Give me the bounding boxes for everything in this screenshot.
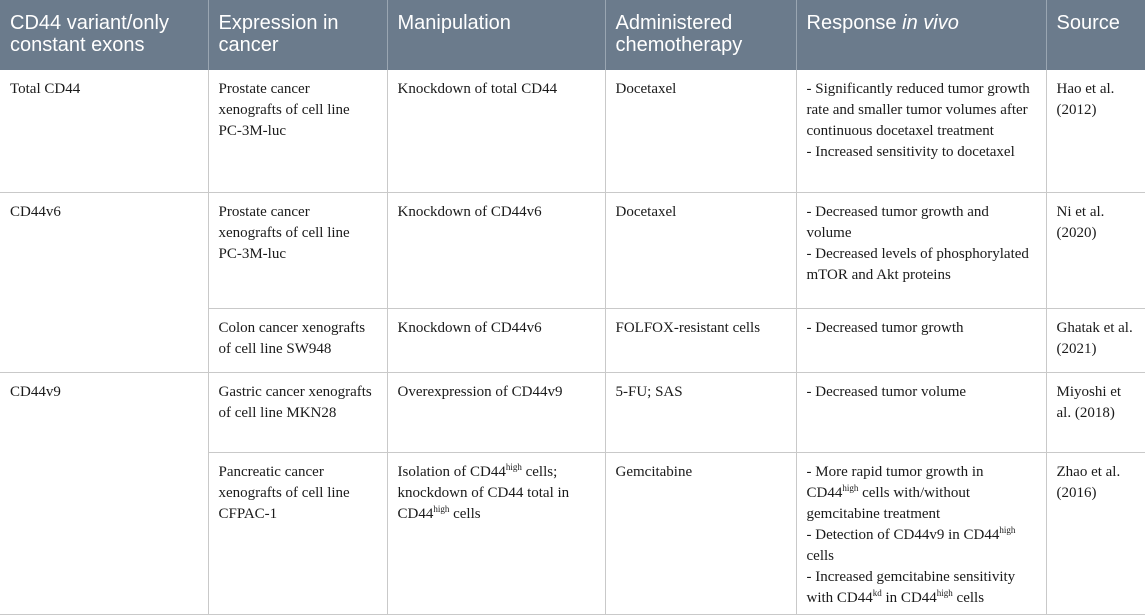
cell-chemotherapy: 5-FU; SAS bbox=[605, 372, 796, 452]
table-row bbox=[0, 70, 1145, 192]
header-response-em: in vivo bbox=[902, 12, 959, 34]
cell-chemotherapy: Docetaxel bbox=[605, 192, 796, 308]
cell-source: Miyoshi et al. (2018) bbox=[1046, 372, 1145, 452]
response-text: cells bbox=[806, 547, 834, 564]
manip-text: cells bbox=[449, 505, 481, 522]
response-text: cells with/without gemcitabine treatment bbox=[806, 484, 971, 522]
superscript: high bbox=[936, 587, 953, 598]
response-line bbox=[807, 462, 1036, 525]
response-line bbox=[807, 567, 1036, 609]
cell-response bbox=[796, 372, 1046, 452]
manip-text: cells; knockdown of CD44 total in CD44 bbox=[397, 463, 570, 522]
header-variant: CD44 variant/only constant exons bbox=[0, 0, 208, 70]
response-text: - Detection of CD44v9 in CD44 bbox=[806, 526, 1000, 543]
cell-chemotherapy: FOLFOX-resistant cells bbox=[605, 308, 796, 372]
table-row bbox=[0, 372, 1145, 452]
cell-response bbox=[796, 192, 1046, 308]
header-response-text: Response bbox=[806, 12, 903, 34]
cell-chemotherapy: Gemcitabine bbox=[605, 452, 796, 614]
header-source: Source bbox=[1056, 12, 1120, 34]
cell-manipulation: Knockdown of CD44v6 bbox=[387, 308, 605, 372]
cell-expression: Prostate cancer xenografts of cell line PC-3M-luc bbox=[208, 192, 387, 308]
cell-chemotherapy: Docetaxel bbox=[605, 70, 796, 192]
table-row bbox=[0, 192, 1145, 308]
header-expression: Expression in cancer bbox=[208, 0, 387, 70]
superscript: high bbox=[505, 461, 522, 472]
cell-variant: CD44v9 bbox=[0, 372, 208, 614]
cell-source: Hao et al. (2012) bbox=[1046, 70, 1145, 192]
response-line: - Decreased tumor volume bbox=[806, 383, 967, 400]
header-response bbox=[796, 0, 1046, 70]
cell-expression: Pancreatic cancer xenografts of cell line CFPAC-1 bbox=[208, 452, 387, 614]
cell-expression: Prostate cancer xenografts of cell line PC-3M-luc bbox=[208, 70, 387, 192]
cell-manipulation: Overexpression of CD44v9 bbox=[387, 372, 605, 452]
response-text: cells bbox=[952, 589, 985, 606]
superscript: high bbox=[999, 524, 1016, 535]
response-line bbox=[807, 525, 1036, 567]
table-header bbox=[0, 0, 1145, 70]
response-line: - Decreased tumor growth and volume bbox=[806, 203, 989, 241]
superscript: high bbox=[433, 503, 450, 514]
cell-source: Ghatak et al. (2021) bbox=[1046, 308, 1145, 372]
cell-manipulation: Knockdown of CD44v6 bbox=[387, 192, 605, 308]
cell-expression: Colon cancer xenografts of cell line SW948 bbox=[208, 308, 387, 372]
response-text: - More rapid tumor growth in CD44 bbox=[806, 463, 984, 501]
response-line: - Increased sensitivity to docetaxel bbox=[806, 144, 1015, 160]
manip-text: Isolation of CD44 bbox=[397, 463, 506, 480]
cell-manipulation bbox=[387, 452, 605, 614]
cell-expression: Gastric cancer xenografts of cell line MKN28 bbox=[208, 372, 387, 452]
cell-variant: CD44v6 bbox=[0, 192, 208, 372]
response-line: - Decreased tumor growth bbox=[806, 319, 964, 336]
header-chemotherapy: Administered chemotherapy bbox=[605, 0, 796, 70]
cell-source: Ni et al. (2020) bbox=[1046, 192, 1145, 308]
response-text: in CD44 bbox=[881, 589, 937, 606]
cell-source: Zhao et al. (2016) bbox=[1046, 452, 1145, 614]
superscript: kd bbox=[872, 587, 882, 598]
header-row bbox=[0, 0, 1145, 70]
response-line: - Significantly reduced tumor growth rate and smaller tumor volumes after continuous docetaxel treatment bbox=[806, 81, 1030, 139]
header-manipulation: Manipulation bbox=[387, 0, 605, 70]
table-body bbox=[0, 70, 1145, 614]
response-line: - Decreased levels of phosphorylated mTOR and Akt proteins bbox=[806, 245, 1029, 283]
response-text: - Increased gemcitabine sensitivity with CD44 bbox=[806, 568, 1016, 606]
cell-manipulation: Knockdown of total CD44 bbox=[387, 70, 605, 192]
cell-variant: Total CD44 bbox=[0, 70, 208, 192]
cell-response bbox=[796, 70, 1046, 192]
cell-response bbox=[796, 308, 1046, 372]
superscript: high bbox=[842, 482, 859, 493]
cell-response bbox=[796, 452, 1046, 614]
